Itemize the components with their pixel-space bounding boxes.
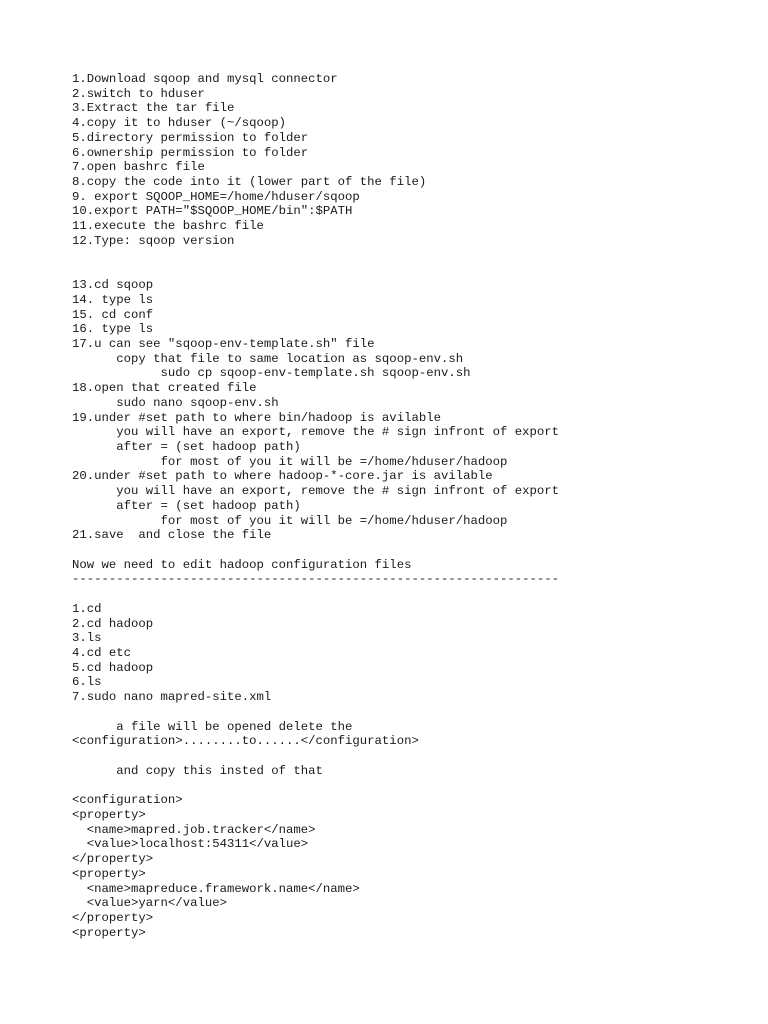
- document-line: 2.switch to hduser: [72, 86, 205, 101]
- document-line: [72, 779, 752, 794]
- document-line: <name>mapreduce.framework.name</name>: [72, 881, 360, 896]
- document-line: [72, 749, 752, 764]
- document-line: 5.cd hadoop: [72, 660, 154, 675]
- document-line: <property>: [72, 807, 146, 822]
- document-line: 1.cd: [72, 601, 102, 616]
- document-line: 3.ls: [72, 631, 102, 646]
- document-line: you will have an export, remove the # sign infront of export: [72, 425, 560, 440]
- document-line: 4.copy it to hduser (~/sqoop): [72, 116, 287, 131]
- document-line: and copy this insted of that: [72, 763, 323, 778]
- document-line: [72, 263, 752, 278]
- document-line: <configuration>........to......</configuration>: [72, 734, 419, 749]
- document-line: [72, 249, 752, 264]
- document-line: 6.ownership permission to folder: [72, 145, 309, 160]
- document-line: 10.export PATH="$SQOOP_HOME/bin":$PATH: [72, 204, 353, 219]
- document-line: [72, 543, 752, 558]
- document-line: [72, 705, 752, 720]
- document-line: 11.execute the bashrc file: [72, 219, 264, 234]
- document-line: for most of you it will be =/home/hduser/hadoop: [72, 513, 508, 528]
- document-line: for most of you it will be =/home/hduser/hadoop: [72, 454, 508, 469]
- document-line: <property>: [72, 925, 146, 940]
- document-line: 17.u can see "sqoop-env-template.sh" file: [72, 336, 375, 351]
- document-line: 13.cd sqoop: [72, 278, 154, 293]
- document-body: [72, 72, 752, 940]
- document-line: 9. export SQOOP_HOME=/home/hduser/sqoop: [72, 189, 360, 204]
- document-line: <name>mapred.job.tracker</name>: [72, 822, 316, 837]
- document-line: <value>localhost:54311</value>: [72, 837, 309, 852]
- document-line: <property>: [72, 866, 146, 881]
- document-line: sudo cp sqoop-env-template.sh sqoop-env.sh: [72, 366, 471, 381]
- document-line: 12.Type: sqoop version: [72, 233, 235, 248]
- document-line: 1.Download sqoop and mysql connector: [72, 72, 338, 86]
- document-line: Now we need to edit hadoop configuration files: [72, 557, 412, 572]
- document-line: 20.under #set path to where hadoop-*-core.jar is avilable: [72, 469, 493, 484]
- document-line: 21.save and close the file: [72, 528, 272, 543]
- document-line: </property>: [72, 852, 154, 867]
- document-line: 18.open that created file: [72, 381, 257, 396]
- document-line: after = (set hadoop path): [72, 439, 301, 454]
- document-line: </property>: [72, 910, 154, 925]
- document-line: 8.copy the code into it (lower part of the file): [72, 175, 427, 190]
- document-line: a file will be opened delete the: [72, 719, 353, 734]
- document-line: 7.open bashrc file: [72, 160, 205, 175]
- document-line: you will have an export, remove the # sign infront of export: [72, 484, 560, 499]
- document-line: 6.ls: [72, 675, 102, 690]
- document-line: <value>yarn</value>: [72, 896, 227, 911]
- document-line: 2.cd hadoop: [72, 616, 154, 631]
- document-line: <configuration>: [72, 793, 183, 808]
- document-line: 3.Extract the tar file: [72, 101, 235, 116]
- document-line: 7.sudo nano mapred-site.xml: [72, 690, 272, 705]
- document-line: 19.under #set path to where bin/hadoop is avilable: [72, 410, 441, 425]
- document-line: copy that file to same location as sqoop-env.sh: [72, 351, 464, 366]
- document-line: 5.directory permission to folder: [72, 130, 309, 145]
- document-line: 14. type ls: [72, 292, 154, 307]
- document-line: 4.cd etc: [72, 646, 132, 661]
- document-line: 16. type ls: [72, 322, 154, 337]
- document-line: sudo nano sqoop-env.sh: [72, 395, 279, 410]
- document-line: ------------------------------------------------------------------: [72, 572, 560, 587]
- document-line: 15. cd conf: [72, 307, 154, 322]
- document-line: after = (set hadoop path): [72, 498, 301, 513]
- document-line: [72, 587, 752, 602]
